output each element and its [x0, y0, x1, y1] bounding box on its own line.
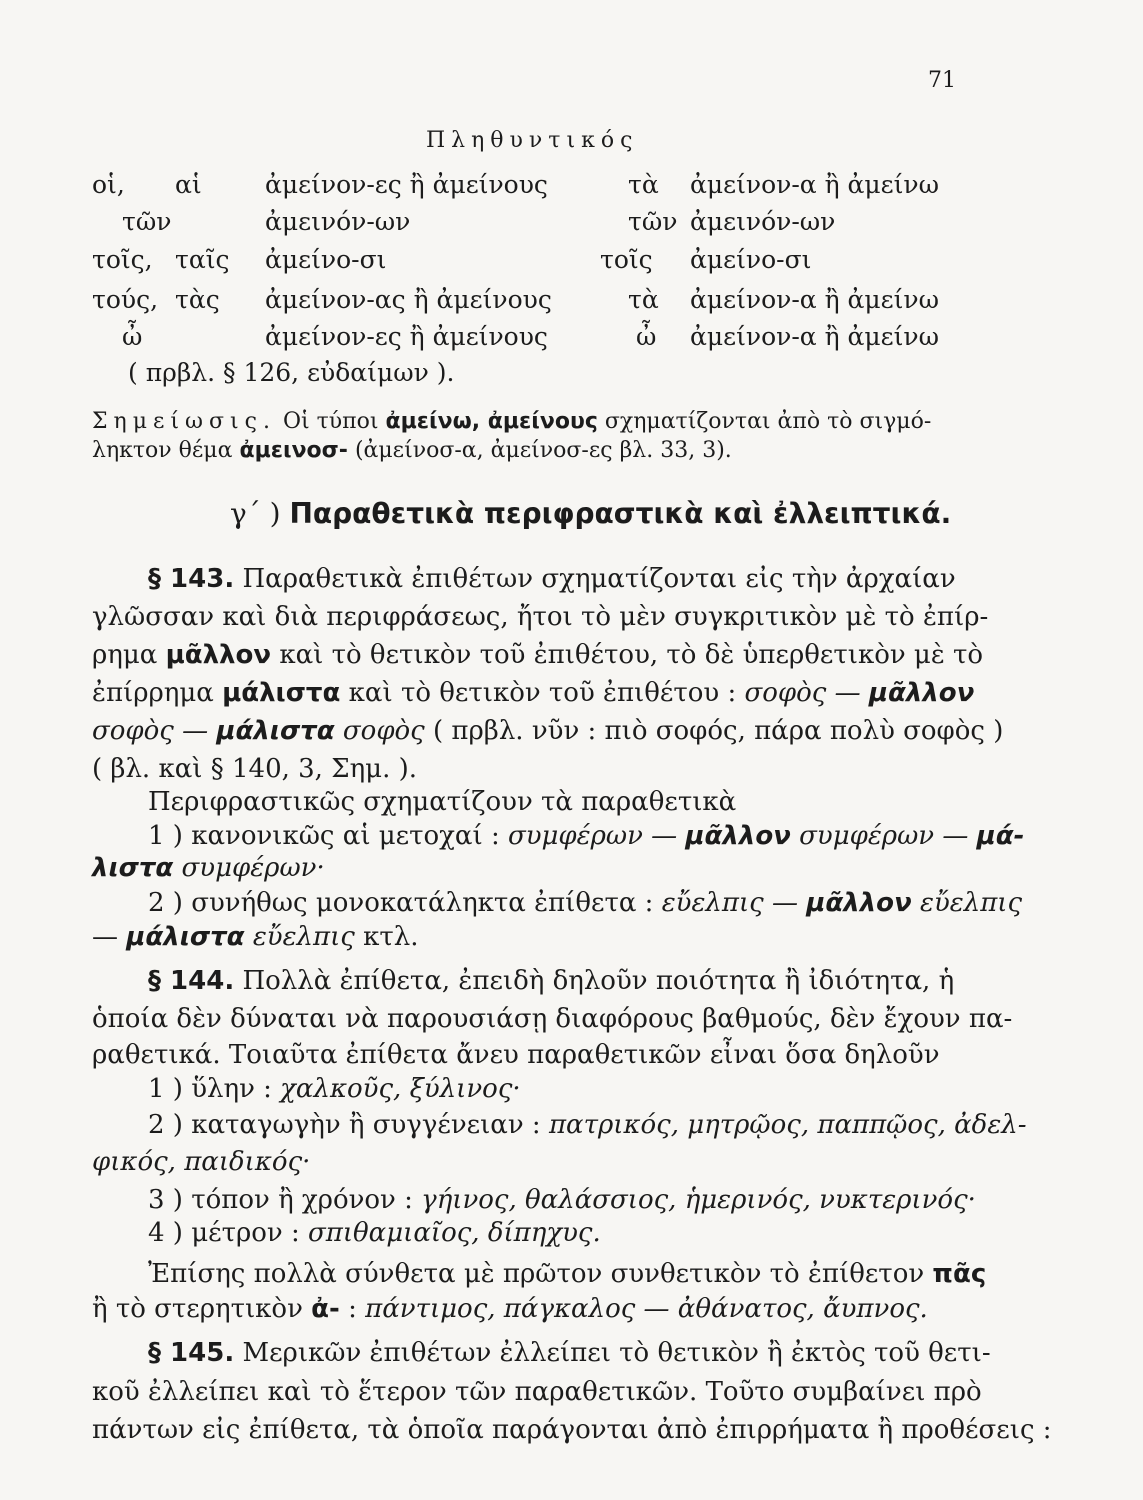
italic-text: σοφὸς —: [744, 678, 869, 708]
form: ἀμείνον-ας ἢ ἀμείνους: [265, 285, 552, 314]
bold-italic-term: μά-: [976, 821, 1025, 851]
form: ἀμεινόν-ων: [265, 207, 411, 236]
list-item-continuation: [92, 849, 957, 887]
italic-text: σπιθαμιαῖος, δίπηχυς.: [308, 1218, 601, 1248]
text: Παραθετικὰ ἐπιθέτων σχηματίζονται εἰς τὴν ἀρχαίαν: [234, 564, 956, 594]
form: ἀμείνο-σι: [265, 245, 387, 274]
bold-term: μᾶλλον: [165, 640, 272, 670]
text-line: [92, 636, 984, 674]
text: ( πρβλ. νῦν : πιὸ σοφός, πάρα πολὺ σοφὸς ): [424, 716, 1004, 746]
neuter-article: τοῖς: [600, 245, 653, 274]
neuter-form: ἀμείνο-σι: [690, 245, 812, 274]
text: καὶ τὸ θετικὸν τοῦ ἐπιθέτου :: [340, 678, 745, 708]
text-line: [92, 712, 1004, 750]
declension-row: [0, 168, 1143, 202]
bold-italic-term: μᾶλλον: [868, 678, 975, 708]
list-item: [148, 1070, 1013, 1108]
text: 1 ) κανονικῶς αἱ μετοχαί :: [148, 821, 508, 851]
neuter-article: τὰ: [628, 170, 659, 199]
declension-row: [0, 243, 1143, 277]
text-line: Περιφραστικῶς σχηματίζουν τὰ παραθετικὰ: [148, 787, 737, 817]
section-number: § 143.: [148, 564, 235, 594]
neuter-article: τὰ: [628, 285, 659, 314]
italic-text: σοφὸς —: [92, 716, 217, 746]
italic-text: συμφέρων —: [790, 821, 977, 851]
bold-term: πᾶς: [932, 1259, 987, 1289]
text-line: ( βλ. καὶ § 140, 3, Σημ. ).: [92, 754, 417, 784]
text: 3 ) τόπον ἢ χρόνον :: [148, 1185, 422, 1215]
note-label: Σημείωσις.: [92, 409, 276, 434]
bold-italic-term: μάλιστα: [126, 922, 245, 952]
text-line: [92, 674, 975, 712]
bold-italic-term: μάλιστα: [216, 716, 335, 746]
heading-prefix: γ΄ ): [230, 497, 290, 530]
text: Πολλὰ ἐπίθετα, ἐπειδὴ δηλοῦν ποιότητα ἢ ἰδιότητα, ἡ: [234, 966, 955, 996]
text-line: γλῶσσαν καὶ διὰ περιφράσεως, ἤτοι τὸ μὲν συγκριτικὸν μὲ τὸ ἐπίρ-: [92, 602, 989, 632]
list-item: [148, 1214, 1013, 1252]
text: Μερικῶν ἐπιθέτων ἐλλείπει τὸ θετικὸν ἢ ἐκτὸς τοῦ θετι-: [234, 1338, 991, 1368]
text-line: κοῦ ἐλλείπει καὶ τὸ ἕτερον τῶν παραθετικῶν. Τοῦτο συμβαίνει πρὸ: [92, 1377, 982, 1407]
text-line: ὁποία δὲν δύναται νὰ παρουσιάσῃ διαφόρους βαθμούς, δὲν ἔχουν πα-: [92, 1004, 1013, 1034]
article: αἱ: [175, 170, 202, 199]
compare-reference: ( πρβλ. § 126, εὐδαίμων ).: [128, 358, 455, 387]
text: Ἐπίσης πολλὰ σύνθετα μὲ πρῶτον συνθετικὸν τὸ ἐπίθετον: [148, 1259, 933, 1289]
page-number: 71: [928, 68, 956, 93]
form: ἀμείνον-ες ἢ ἀμείνους: [265, 322, 548, 351]
italic-text: συμφέρων —: [507, 821, 686, 851]
article: τὰς: [175, 285, 220, 314]
text: (ἀμείνοσ-α, ἀμείνοσ-ες βλ. 33, 3).: [347, 438, 732, 463]
italic-text: εὔελπις: [244, 922, 355, 952]
bold-term: ἀμεινοσ-: [239, 438, 348, 463]
text: —: [92, 922, 127, 952]
text: κτλ.: [354, 922, 419, 952]
bold-term: ἀ-: [311, 1294, 340, 1324]
article: τούς,: [92, 285, 159, 314]
text: 1 ) ὕλην :: [148, 1074, 281, 1104]
bold-italic-term: μᾶλλον: [685, 821, 791, 851]
text: ἢ τὸ στερητικὸν: [92, 1294, 312, 1324]
text-line: [148, 1255, 1013, 1293]
italic-text: πατρικός, μητρῷος, παππῷος, ἀδελ-: [548, 1110, 1027, 1140]
bold-term: μάλιστα: [222, 678, 341, 708]
bold-italic-term: μᾶλλον: [806, 888, 912, 918]
list-item-continuation: [92, 1143, 957, 1181]
article: ταῖς: [175, 245, 230, 274]
section-heading: [230, 497, 951, 530]
italic-text: χαλκοῦς, ξύλινος·: [280, 1074, 521, 1104]
text-line: ραθετικά. Τοιαῦτα ἐπίθετα ἄνευ παραθετικῶν εἶναι ὅσα δηλοῦν: [92, 1040, 940, 1070]
italic-text: συμφέρων·: [173, 853, 325, 883]
italic-text: πάντιμος, πάγκαλος — ἀθάνατος, ἄυπνος.: [365, 1294, 928, 1324]
article: ὦ: [122, 322, 143, 351]
italic-text: σοφὸς: [334, 716, 425, 746]
text: 2 ) συνήθως μονοκατάληκτα ἐπίθετα :: [148, 888, 662, 918]
neuter-form: ἀμείνον-α ἢ ἀμείνω: [690, 170, 939, 199]
declension-row: [0, 205, 1143, 239]
bold-italic-term: λιστα: [92, 853, 174, 883]
text-line: πάντων εἰς ἐπίθετα, τὰ ὁποῖα παράγονται ἀπὸ ἐπιρρήματα ἢ προθέσεις :: [92, 1415, 1052, 1445]
text: ρημα: [92, 640, 166, 670]
note-line: [92, 432, 957, 470]
italic-text: εὔελπις: [911, 888, 1023, 918]
list-item: [148, 884, 1023, 922]
form: ἀμείνον-ες ἢ ἀμείνους: [265, 170, 548, 199]
text-line: [148, 1334, 1013, 1372]
italic-text: φικός, παιδικός·: [92, 1147, 311, 1177]
section-number: § 145.: [148, 1338, 235, 1368]
text: σχηματίζονται ἀπὸ τὸ σιγμό-: [597, 409, 932, 434]
italic-text: εὔελπις —: [661, 888, 807, 918]
text-line: [148, 560, 1013, 598]
section-number: § 144.: [148, 966, 235, 996]
text: καὶ τὸ θετικὸν τοῦ ἐπιθέτου, τὸ δὲ ὑπερθετικὸν μὲ τὸ: [271, 640, 984, 670]
neuter-form: ἀμείνον-α ἢ ἀμείνω: [690, 285, 939, 314]
text: Οἱ τύποι: [275, 409, 386, 434]
text: :: [339, 1294, 366, 1324]
heading-text: Παραθετικὰ περιφραστικὰ καὶ ἐλλειπτικά.: [289, 497, 952, 530]
neuter-article: ὦ: [636, 322, 657, 351]
neuter-form: ἀμεινόν-ων: [690, 207, 836, 236]
declension-row: [0, 320, 1143, 354]
plural-title: Πληθυντικός: [426, 128, 639, 153]
article: οἱ,: [92, 170, 125, 199]
article: τοῖς,: [92, 245, 153, 274]
declension-row: [0, 283, 1143, 317]
text: 4 ) μέτρον :: [148, 1218, 308, 1248]
neuter-article: τῶν: [628, 207, 678, 236]
article: τῶν: [122, 207, 172, 236]
italic-text: γήινος, θαλάσσιος, ἡμερινός, νυκτερινός·: [421, 1185, 976, 1215]
text-line: [148, 962, 1013, 1000]
bold-term: ἀμείνω, ἀμείνους: [385, 409, 598, 434]
list-item-continuation: [92, 918, 957, 956]
text: ληκτον θέμα: [92, 438, 240, 463]
neuter-form: ἀμείνον-α ἢ ἀμείνω: [690, 322, 939, 351]
list-item: [148, 1106, 1027, 1144]
text: 2 ) καταγωγὴν ἢ συγγένειαν :: [148, 1110, 549, 1140]
text: ἐπίρρημα: [92, 678, 223, 708]
text-line: [92, 1290, 957, 1328]
